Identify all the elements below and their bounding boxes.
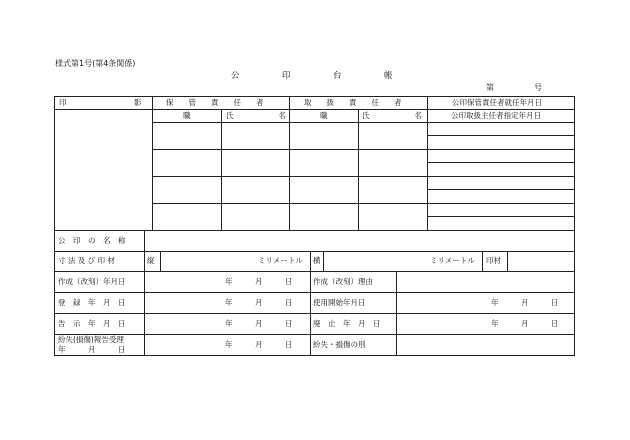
column-divider [152,96,153,230]
row-divider [427,149,575,150]
name-label: 氏 名 [226,111,286,120]
use-start-date-value: 年 月 日 [491,298,559,307]
created-date-value: 年 月 日 [225,277,293,286]
row-divider [427,122,575,123]
row-divider [427,135,575,136]
post-label: 職 [320,111,328,120]
dimensions-label: 寸 法 及 び 印 材 [58,256,115,265]
row-divider [54,230,575,231]
row-divider [54,334,575,335]
column-divider [144,230,145,356]
seal-impression-header: 印 影 [59,98,142,107]
custodian-appointed-date-header: 公印保管責任者就任年月日 [452,98,542,107]
row-divider [54,251,575,252]
loss-type-label: 紛失・損傷の別 [313,340,366,349]
row-divider [54,313,575,314]
row-divider [54,292,575,293]
custodian-header: 保 管 責 任 者 [166,98,264,107]
row-divider [427,189,575,190]
document-number-label: 第 号 [486,83,542,92]
registered-date-label: 登 録 年 月 日 [58,298,126,307]
row-divider [54,271,575,272]
millimeter-unit: ミリメートル [258,256,303,265]
millimeter-unit: ミリメートル [430,256,475,265]
created-reason-label: 作成（改刻）理由 [313,277,373,286]
row-divider [54,109,575,110]
row-divider [427,203,575,204]
column-divider [310,251,311,271]
material-label: 印材 [486,256,501,265]
column-divider [289,96,290,230]
use-start-date-label: 使用開始年月日 [313,298,366,307]
column-divider [221,109,222,230]
seal-name-label: 公 印 の 名 称 [58,236,126,245]
column-divider [323,251,324,271]
column-divider [160,251,161,271]
handler-appointed-date-header: 公印取扱主任者指定年月日 [451,111,541,120]
abolished-date-label: 廃 止 年 月 日 [313,319,381,328]
created-date-label: 作成（改刻）年月日 [58,277,126,286]
row-divider [427,162,575,163]
row-divider [427,176,575,177]
column-divider [310,271,311,356]
post-label: 職 [183,111,191,120]
form-number: 様式第1号(第4条関係) [55,59,136,68]
column-divider [396,271,397,356]
column-divider [427,96,428,230]
page-title: 公 印 台 帳 [231,71,393,81]
loss-report-label-line2: 年 月 日 [58,345,126,354]
loss-report-date-value: 年 月 日 [225,340,293,349]
abolished-date-value: 年 月 日 [491,319,559,328]
row-divider [427,216,575,217]
vertical-label: 縦 [147,256,155,265]
loss-report-label: 紛失(損傷)報告受理 [58,335,124,344]
horizontal-label: 横 [313,256,321,265]
notice-date-value: 年 月 日 [225,319,293,328]
column-divider [358,109,359,230]
handler-header: 取 扱 責 任 者 [304,98,402,107]
notice-date-label: 告 示 年 月 日 [58,319,126,328]
registered-date-value: 年 月 日 [225,298,293,307]
column-divider [482,251,483,271]
name-label: 氏 名 [362,111,422,120]
column-divider [507,251,508,271]
